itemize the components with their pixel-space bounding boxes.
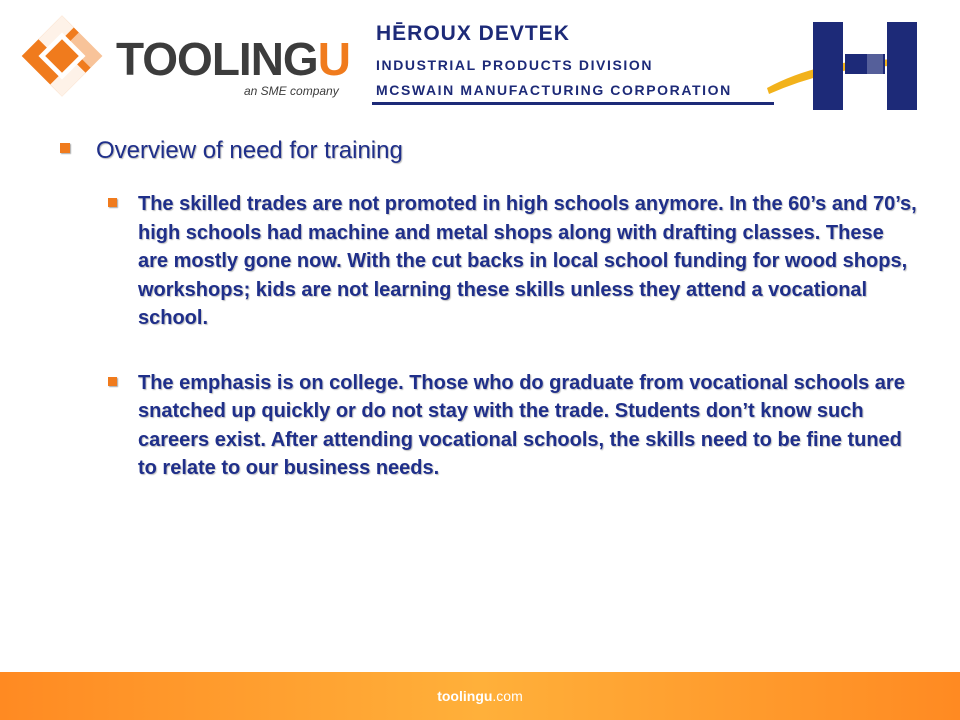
heroux-h-mark-icon: [767, 16, 947, 112]
sub-bullet: [100, 369, 918, 483]
square-bullet-icon: [108, 198, 117, 207]
toolingu-logo: [20, 14, 360, 104]
footer-site-bold: toolingu: [437, 688, 493, 704]
footer-bar: [0, 672, 960, 720]
bullet-text: The emphasis is on college. Those who do graduate from vocational schools are snatched up quickly or do not stay with the trade. Students don’t know such careers exist. After attending vocational schools, the skills need to be fine tuned to relate to our business needs.: [138, 371, 905, 479]
heroux-devtek-name: HĒROUX DEVTEK: [376, 22, 570, 45]
footer-site-rest: .com: [492, 688, 523, 704]
heroux-division: INDUSTRIAL PRODUCTS DIVISION: [376, 57, 654, 73]
heroux-devtek-logo: [372, 10, 942, 110]
sub-bullet: [100, 190, 918, 333]
footer-site: [0, 688, 960, 704]
heroux-corporation: MCSWAIN MANUFACTURING CORPORATION: [376, 82, 732, 98]
toolingu-diamond-icon: [20, 14, 104, 98]
slide-content: [58, 136, 918, 519]
header-rule: [372, 102, 774, 105]
slide-heading: Overview of need for training: [96, 137, 403, 164]
square-bullet-icon: [108, 377, 117, 386]
heading-bullet: [58, 136, 918, 166]
bullet-text: The skilled trades are not promoted in high schools anymore. In the 60’s and 70’s, high schools had machine and metal shops along with drafting classes. These are mostly gone now. With the cut backs in local school funding for wood shops, workshops; kids are not learning these skills unless they attend a vocational school.: [138, 193, 917, 329]
square-bullet-icon: [60, 143, 70, 153]
toolingu-wordmark: TOOLINGU: [116, 33, 350, 85]
toolingu-tagline: an SME company: [244, 84, 339, 98]
